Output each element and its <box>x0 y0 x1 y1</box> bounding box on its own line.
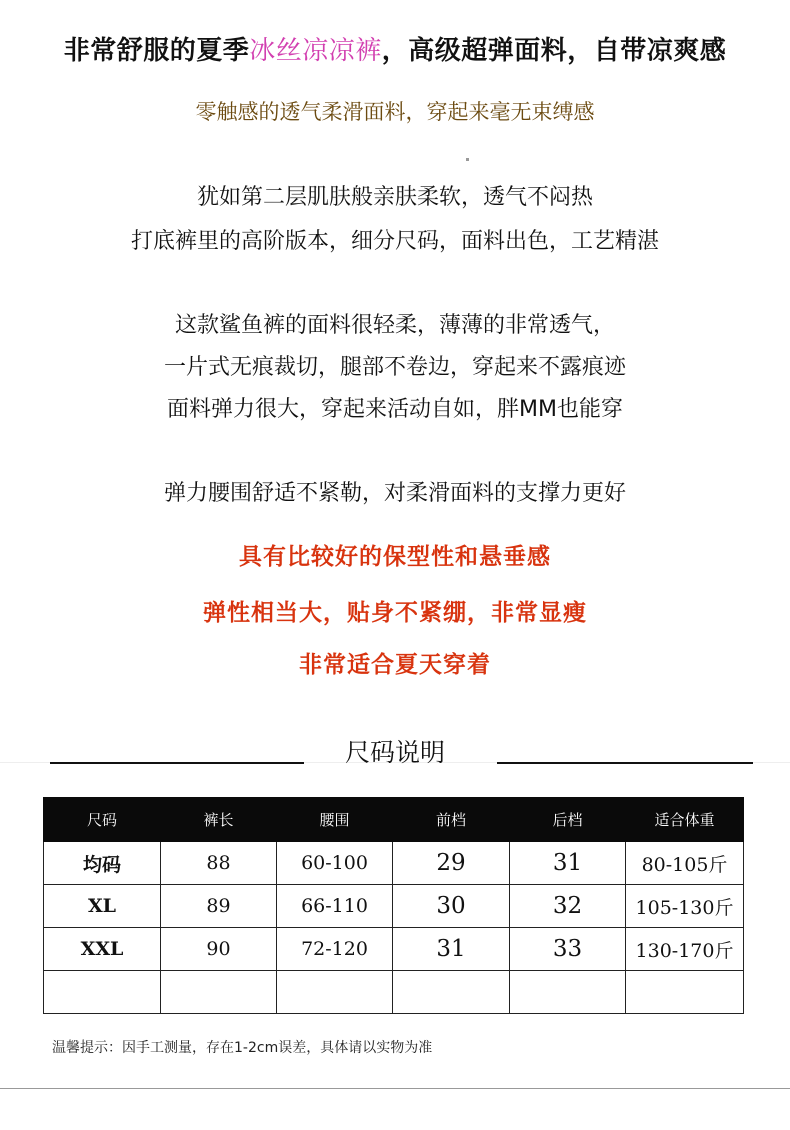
cell-empty <box>44 971 161 1014</box>
header-length: 裤长 <box>161 798 277 842</box>
cell-size: XL <box>44 885 161 928</box>
headline-highlight: 冰丝凉凉裤 <box>249 36 382 66</box>
cell-back-rise: 32 <box>510 885 626 928</box>
table-row <box>44 928 744 971</box>
highlight-line: 具有比较好的保型性和悬垂感 <box>239 544 551 570</box>
paragraph-line: 打底裤里的高阶版本，细分尺码，面料出色，工艺精湛 <box>130 229 659 254</box>
paragraph-line: 面料弹力很大，穿起来活动自如，胖MM也能穿 <box>167 397 623 422</box>
paragraph-line: 一片式无痕裁切，腿部不卷边，穿起来不露痕迹 <box>163 355 626 380</box>
cell-length: 90 <box>161 928 277 971</box>
cell-weight: 80-105斤 <box>626 842 744 885</box>
paragraph-line: 犹如第二层肌肤般亲肤柔软，透气不闷热 <box>196 185 593 210</box>
table-header-row <box>44 798 744 842</box>
cell-length: 88 <box>161 842 277 885</box>
size-table <box>43 797 744 1014</box>
cell-empty <box>626 971 744 1014</box>
table-row <box>44 885 744 928</box>
cell-empty <box>393 971 510 1014</box>
cell-empty <box>161 971 277 1014</box>
cell-size: 均码 <box>44 842 161 885</box>
header-size: 尺码 <box>44 798 161 842</box>
table-row-empty <box>44 971 744 1014</box>
table-row <box>44 842 744 885</box>
cell-empty <box>277 971 393 1014</box>
cell-back-rise: 33 <box>510 928 626 971</box>
subheadline: 零触感的透气柔滑面料，穿起来毫无束缚感 <box>195 100 595 124</box>
cell-front-rise: 31 <box>393 928 510 971</box>
measurement-note: 温馨提示：因手工测量，存在1-2cm误差，具体请以实物为准 <box>52 1040 433 1056</box>
headline <box>0 30 790 67</box>
paragraph-line: 弹力腰围舒适不紧勒，对柔滑面料的支撑力更好 <box>163 481 626 506</box>
size-section-title: 尺码说明 <box>344 738 445 767</box>
header-back-rise: 后档 <box>510 798 626 842</box>
cell-weight: 130-170斤 <box>626 928 744 971</box>
cell-empty <box>510 971 626 1014</box>
header-weight: 适合体重 <box>626 798 744 842</box>
header-waist: 腰围 <box>277 798 393 842</box>
cell-weight: 105-130斤 <box>626 885 744 928</box>
cell-waist: 66-110 <box>277 885 393 928</box>
cell-front-rise: 30 <box>393 885 510 928</box>
header-front-rise: 前档 <box>393 798 510 842</box>
cell-back-rise: 31 <box>510 842 626 885</box>
cell-size: XXL <box>44 928 161 971</box>
cell-front-rise: 29 <box>393 842 510 885</box>
highlight-line: 弹性相当大，贴身不紧绷，非常显瘦 <box>203 600 587 626</box>
paragraph-line: 这款鲨鱼裤的面料很轻柔，薄薄的非常透气， <box>174 313 615 338</box>
highlight-line: 非常适合夏天穿着 <box>299 652 491 678</box>
headline-part2: ，高级超弹面料，自带凉爽感 <box>381 36 727 66</box>
cell-waist: 72-120 <box>277 928 393 971</box>
headline-part1: 非常舒服的夏季 <box>63 36 250 66</box>
bottom-divider <box>0 1088 790 1089</box>
cell-waist: 60-100 <box>277 842 393 885</box>
cell-length: 89 <box>161 885 277 928</box>
stray-dot <box>466 158 469 161</box>
